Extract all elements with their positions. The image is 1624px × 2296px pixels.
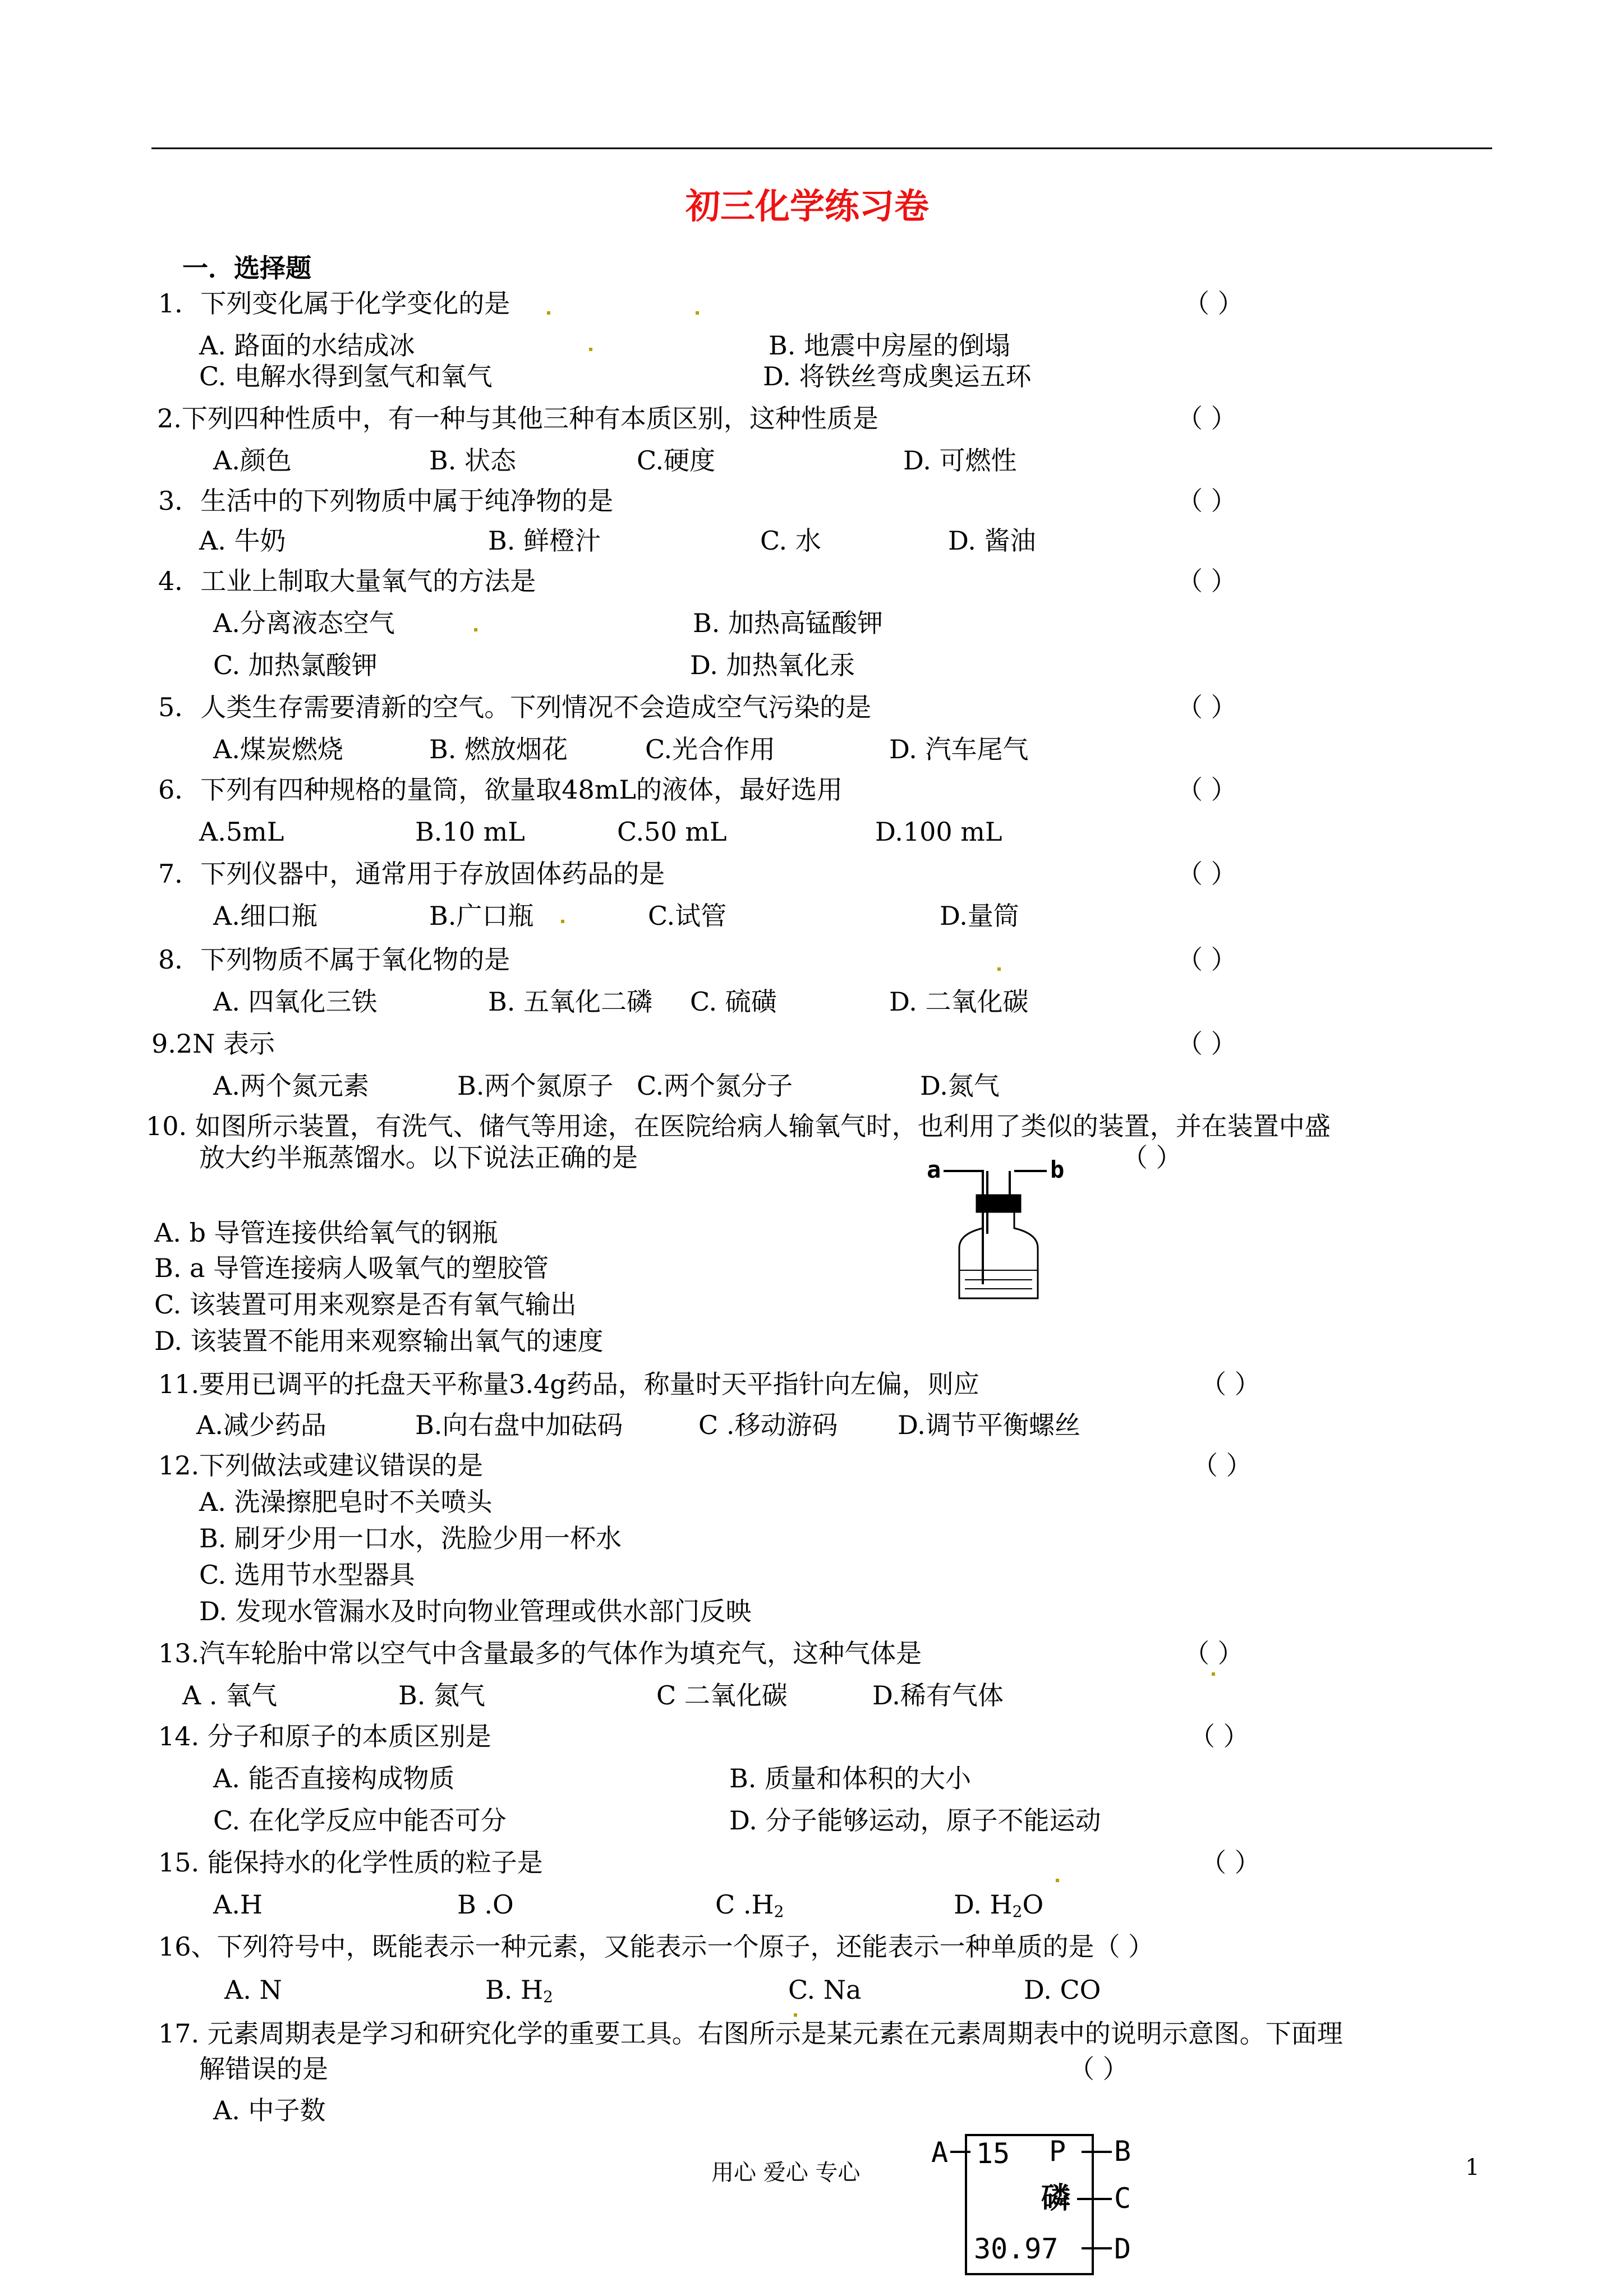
question-12-option-a: A. 洗澡擦肥皂时不关喷头 — [199, 1487, 493, 1517]
question-15-option-d-tail: O — [1022, 1889, 1044, 1920]
inlet-tube-a — [944, 1171, 983, 1284]
question-17-option-a: A. 中子数 — [213, 2095, 326, 2126]
question-6-stem: 6．下列有四种规格的量筒，欲量取48mL的液体，最好选用 — [158, 774, 843, 805]
question-12-option-b: B. 刷牙少用一口水，洗脸少用一杯水 — [199, 1523, 622, 1553]
question-4-stem: 4．工业上制取大量氧气的方法是 — [158, 566, 536, 596]
question-15-option-d-text: D. H — [954, 1889, 1013, 1920]
question-14-answer-paren: （ ） — [1189, 1721, 1249, 1751]
question-13-option-a: A . 氧气 — [182, 1680, 278, 1711]
question-15-option-a: A.H — [213, 1889, 263, 1920]
question-11-option-a: A.减少药品 — [196, 1410, 326, 1440]
figure-label-b: b — [1050, 1156, 1065, 1183]
question-12-option-c: C. 选用节水型器具 — [199, 1560, 415, 1590]
question-4-option-a: A.分离液态空气 — [213, 608, 395, 638]
question-10-option-a: A. b 导管连接供给氧气的钢瓶 — [154, 1218, 498, 1248]
question-14-stem: 14. 分子和原子的本质区别是 — [158, 1721, 491, 1751]
question-2-answer-paren: （ ） — [1177, 403, 1237, 434]
question-6-option-d: D.100 mL — [875, 817, 1002, 847]
question-5-stem: 5．人类生存需要清新的空气。下列情况不会造成空气污染的是 — [158, 692, 872, 722]
question-1-option-b: B. 地震中房屋的倒塌 — [769, 330, 1011, 361]
element-atomic-number: 15 — [976, 2137, 1010, 2170]
question-10-option-b: B. a 导管连接病人吸氧气的塑胶管 — [154, 1253, 549, 1283]
question-15-option-d-subscript: 2 — [1012, 1902, 1023, 1921]
question-7-answer-paren: （ ） — [1177, 859, 1237, 889]
question-8-stem: 8．下列物质不属于氧化物的是 — [158, 944, 510, 975]
question-14-option-d: D. 分子能够运动，原子不能运动 — [729, 1805, 1101, 1836]
page-number: 1 — [1465, 2155, 1480, 2180]
question-5-option-b: B. 燃放烟花 — [429, 734, 568, 764]
question-8-option-a: A. 四氧化三铁 — [213, 986, 378, 1017]
question-14-option-a: A. 能否直接构成物质 — [213, 1763, 455, 1794]
question-4-option-b: B. 加热高锰酸钾 — [693, 608, 884, 638]
gas-washing-bottle-figure — [920, 1150, 1088, 1307]
question-4-answer-paren: （ ） — [1177, 566, 1237, 596]
question-2-option-d: D. 可燃性 — [903, 445, 1017, 476]
question-8-answer-paren: （ ） — [1177, 944, 1237, 975]
question-7-option-a: A.细口瓶 — [213, 901, 318, 931]
question-2-option-a: A.颜色 — [213, 445, 292, 476]
question-17-answer-paren: （ ） — [1069, 2054, 1129, 2084]
element-label-c: C — [1114, 2182, 1131, 2215]
question-8-option-d: D. 二氧化碳 — [889, 986, 1029, 1017]
question-15-option-c-subscript: 2 — [774, 1902, 784, 1921]
question-1-option-c: C. 电解水得到氢气和氧气 — [199, 361, 493, 391]
question-7-option-d: D.量筒 — [940, 901, 1019, 931]
question-14-option-c: C. 在化学反应中能否可分 — [213, 1805, 507, 1836]
question-12-stem: 12.下列做法或建议错误的是 — [158, 1450, 484, 1481]
question-8-option-c: C. 硫磺 — [690, 986, 777, 1017]
question-13-option-d: D.稀有气体 — [872, 1680, 1004, 1711]
figure-label-a: a — [927, 1156, 941, 1183]
question-3-answer-paren: （ ） — [1177, 486, 1237, 516]
scan-speck — [794, 2013, 797, 2017]
question-6-answer-paren: （ ） — [1177, 774, 1237, 805]
question-9-answer-paren: （ ） — [1177, 1029, 1237, 1059]
question-2-option-b: B. 状态 — [429, 445, 517, 476]
question-13-option-c: C 二氧化碳 — [656, 1680, 788, 1711]
question-7-option-c: C.试管 — [648, 901, 727, 931]
rubber-stopper — [976, 1195, 1021, 1212]
scan-speck — [696, 311, 699, 315]
question-9-option-c: C.两个氮分子 — [637, 1071, 793, 1101]
question-10-answer-paren: （ ） — [1122, 1142, 1182, 1173]
header-rule — [151, 147, 1492, 149]
question-9-stem: 9.2N 表示 — [151, 1029, 275, 1059]
question-15-option-c — [715, 1889, 784, 1920]
question-16-option-c: C. Na — [788, 1975, 862, 2005]
scan-speck — [1056, 1879, 1059, 1882]
question-5-answer-paren: （ ） — [1177, 692, 1237, 722]
question-9-option-d: D.氮气 — [920, 1071, 1000, 1101]
question-16-option-b-text: B. H — [485, 1975, 544, 2005]
question-16-option-d: D. CO — [1024, 1975, 1101, 2005]
question-15-option-c-text: C .H — [715, 1889, 774, 1920]
question-15-option-b: B .O — [457, 1889, 514, 1920]
question-13-option-b: B. 氮气 — [398, 1680, 486, 1711]
question-3-option-d: D. 酱油 — [948, 525, 1036, 556]
question-10-option-c: C. 该装置可用来观察是否有氧气输出 — [154, 1289, 577, 1320]
question-10-stem-line2: 放大约半瓶蒸馏水。以下说法正确的是 — [199, 1142, 638, 1173]
question-3-option-c: C. 水 — [760, 525, 821, 556]
section-heading: 一．选择题 — [182, 253, 311, 283]
bottle-outline — [959, 1212, 1038, 1298]
question-11-option-d: D.调节平衡螺丝 — [898, 1410, 1080, 1440]
question-15-stem: 15. 能保持水的化学性质的粒子是 — [158, 1847, 543, 1878]
scan-speck — [1212, 1672, 1215, 1676]
question-15-option-d — [954, 1889, 1043, 1920]
question-16-stem: 16、下列符号中，既能表示一种元素，又能表示一个原子，还能表示一种单质的是（ ） — [158, 1931, 1154, 1962]
question-17-stem-line1: 17. 元素周期表是学习和研究化学的重要工具。右图所示是某元素在元素周期表中的说明示意图。下面理 — [158, 2018, 1343, 2049]
question-4-option-d: D. 加热氧化汞 — [690, 650, 855, 680]
question-1-option-d: D. 将铁丝弯成奥运五环 — [763, 361, 1032, 391]
question-14-option-b: B. 质量和体积的大小 — [729, 1763, 972, 1794]
scan-speck — [474, 628, 477, 631]
question-1-stem: 1．下列变化属于化学变化的是 — [158, 288, 510, 319]
question-8-option-b: B. 五氧化二磷 — [488, 986, 653, 1017]
question-3-option-b: B. 鲜橙汁 — [488, 525, 601, 556]
question-12-option-d: D. 发现水管漏水及时向物业管理或供水部门反映 — [199, 1596, 752, 1626]
scan-speck — [561, 920, 564, 923]
element-symbol: P — [1049, 2135, 1066, 2168]
question-10-option-d: D. 该装置不能用来观察输出氧气的速度 — [154, 1326, 604, 1356]
question-5-option-c: C.光合作用 — [645, 734, 776, 764]
question-7-stem: 7．下列仪器中，通常用于存放固体药品的是 — [158, 859, 665, 889]
question-13-answer-paren: （ ） — [1184, 1638, 1244, 1668]
question-11-option-c: C .移动游码 — [698, 1410, 838, 1440]
question-3-stem: 3．生活中的下列物质中属于纯净物的是 — [158, 486, 614, 516]
question-6-option-a: A.5mL — [199, 817, 284, 847]
question-11-option-b: B.向右盘中加砝码 — [415, 1410, 623, 1440]
question-11-stem: 11.要用已调平的托盘天平称量3.4g药品，称量时天平指针向左偏，则应 — [158, 1369, 979, 1399]
question-4-option-c: C. 加热氯酸钾 — [213, 650, 378, 680]
scan-speck — [547, 311, 550, 315]
question-15-answer-paren: （ ） — [1200, 1847, 1260, 1878]
element-label-a: A — [931, 2136, 949, 2169]
question-1-option-a: A. 路面的水结成冰 — [199, 330, 415, 361]
element-chinese-name: 磷 — [1041, 2182, 1071, 2215]
question-16-option-b — [485, 1974, 553, 2005]
question-6-option-b: B.10 mL — [415, 817, 525, 847]
element-card-figure — [931, 2128, 1144, 2280]
question-11-answer-paren: （ ） — [1200, 1369, 1260, 1399]
element-label-b: B — [1114, 2135, 1131, 2168]
question-3-option-a: A. 牛奶 — [199, 525, 286, 556]
element-label-d: D — [1114, 2233, 1131, 2265]
question-9-option-a: A.两个氮元素 — [213, 1071, 369, 1101]
question-5-option-a: A.煤炭燃烧 — [213, 734, 343, 764]
question-7-option-b: B.广口瓶 — [429, 901, 534, 931]
question-2-option-c: C.硬度 — [637, 445, 716, 476]
question-2-stem: 2.下列四种性质中，有一种与其他三种有本质区别，这种性质是 — [157, 403, 878, 434]
question-12-answer-paren: （ ） — [1192, 1450, 1252, 1481]
water-level — [959, 1270, 1038, 1289]
question-13-stem: 13.汽车轮胎中常以空气中含量最多的气体作为填充气，这种气体是 — [158, 1638, 922, 1668]
element-atomic-mass: 30.97 — [974, 2233, 1059, 2265]
footer-motto: 用心 爱心 专心 — [711, 2160, 861, 2186]
question-5-option-d: D. 汽车尾气 — [889, 734, 1029, 764]
question-9-option-b: B.两个氮原子 — [457, 1071, 614, 1101]
question-1-answer-paren: （ ） — [1184, 288, 1244, 319]
scan-speck — [589, 348, 592, 351]
question-6-option-c: C.50 mL — [617, 817, 727, 847]
page-title: 初三化学练习卷 — [686, 186, 930, 227]
question-16-option-a: A. N — [224, 1975, 282, 2005]
scan-speck — [997, 967, 1001, 971]
question-16-option-b-subscript: 2 — [543, 1988, 553, 2006]
question-17-stem-line2: 解错误的是 — [199, 2054, 328, 2084]
question-10-stem-line1: 10. 如图所示装置，有洗气、储气等用途，在医院给病人输氧气时，也利用了类似的装置，并在装置中盛 — [146, 1111, 1331, 1141]
